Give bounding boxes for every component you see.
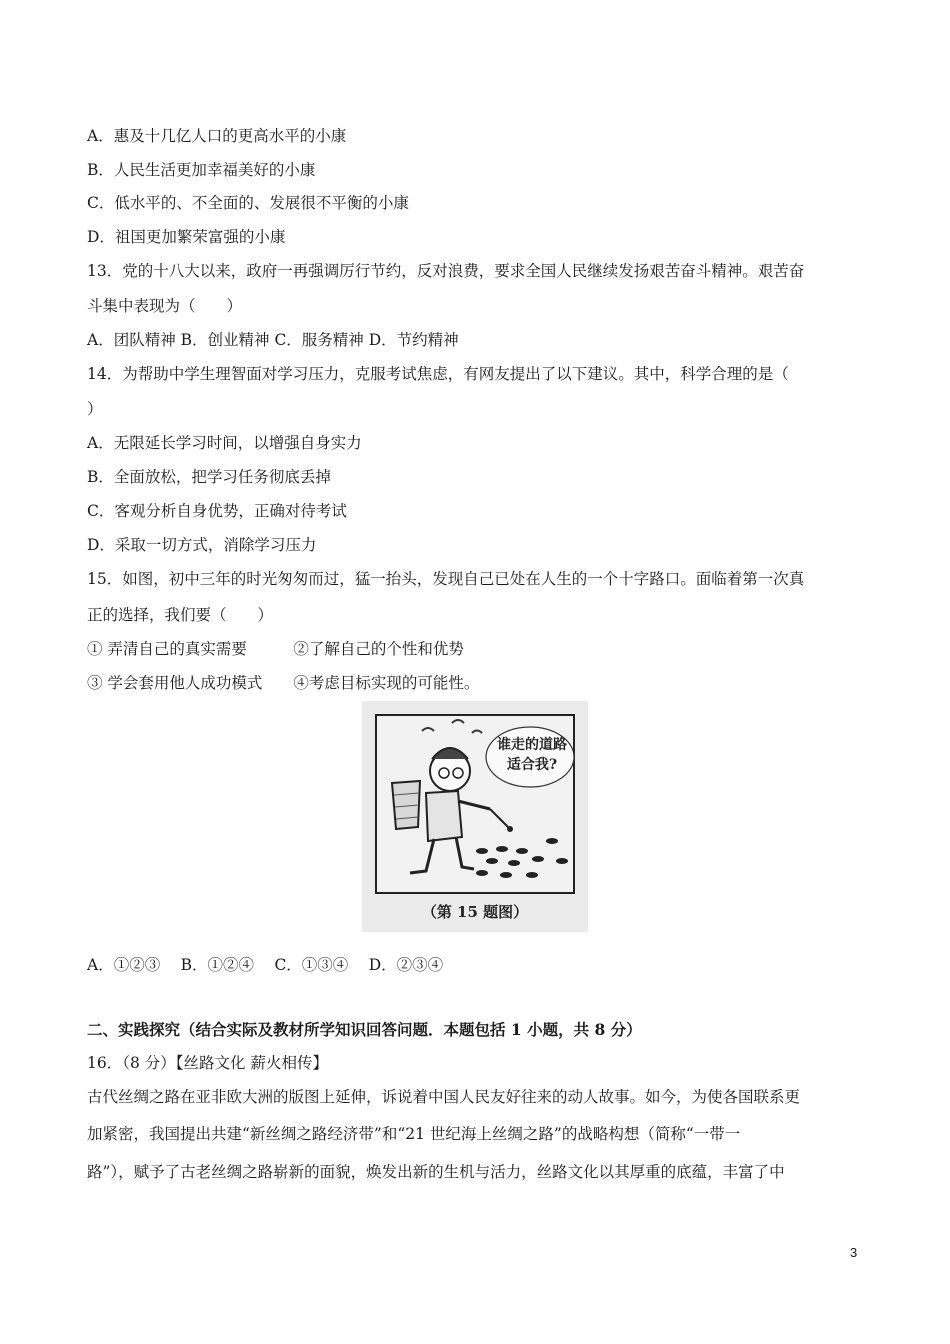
q14-option-b: B．全面放松，把学习任务彻底丢掉 (87, 468, 331, 486)
page-number: 3 (850, 1245, 858, 1260)
q16-para-line3: 路”），赋予了古老丝绸之路崭新的面貌，焕发出新的生机与活力，丝路文化以其厚重的底蕴，丰富了中 (87, 1163, 785, 1181)
q14-option-d: D．采取一切方式，消除学习压力 (87, 536, 317, 554)
q14-option-a: A．无限延长学习时间，以增强自身实力 (87, 434, 362, 452)
q15-items-row1: ① 弄清自己的真实需要 ②了解自己的个性和优势 (87, 640, 464, 658)
q14-option-c: C．客观分析自身优势，正确对待考试 (87, 502, 347, 520)
q12-option-a: A．惠及十几亿人口的更高水平的小康 (87, 127, 347, 145)
q16-title: 16．（8 分）【丝路文化 薪火相传】 (87, 1054, 328, 1072)
q12-option-b: B．人民生活更加幸福美好的小康 (87, 161, 316, 179)
q13-stem-line1: 13．党的十八大以来，政府一再强调厉行节约，反对浪费，要求全国人民继续发扬艰苦奋斗精神。艰苦奋 (87, 262, 805, 280)
q15-stem-line2: 正的选择，我们要（ ） (87, 606, 274, 624)
figure-caption: （第 15 题图） (421, 903, 529, 921)
q16-para-line1: 古代丝绸之路在亚非欧大洲的版图上延伸，诉说着中国人民友好往来的动人故事。如今，为使各国联系更 (87, 1088, 801, 1106)
q12-option-d: D．祖国更加繁荣富强的小康 (87, 228, 286, 246)
bubble-line1: 谁走的道路 (497, 737, 567, 753)
q14-stem-line1: 14．为帮助中学生理智面对学习压力，克服考试焦虑，有网友提出了以下建议。其中，科学合理的是（ (87, 365, 789, 383)
q13-options: A．团队精神 B．创业精神 C．服务精神 D．节约精神 (87, 331, 459, 349)
q15-options: A．①②③ B．①②④ C．①③④ D．②③④ (87, 956, 444, 974)
speech-bubble-text (492, 735, 572, 775)
bubble-line2: 适合我? (506, 757, 558, 773)
q13-stem-line2: 斗集中表现为（ ） (87, 297, 243, 315)
q15-cartoon-figure (362, 701, 588, 932)
q15-items-row2: ③ 学会套用他人成功模式 ④考虑目标实现的可能性。 (87, 674, 480, 692)
q12-option-c: C．低水平的、不全面的、发展很不平衡的小康 (87, 194, 409, 212)
q14-stem-line2: ） (87, 400, 103, 418)
q16-para-line2: 加紧密，我国提出共建“新丝绸之路经济带”和“21 世纪海上丝绸之路”的战略构想（简称“一带一 (87, 1125, 741, 1143)
q15-stem-line1: 15．如图，初中三年的时光匆匆而过，猛一抬头，发现自己已处在人生的一个十字路口。面临着第一次真 (87, 570, 805, 588)
section2-heading: 二、实践探究（结合实际及教材所学知识回答问题．本题包括 1 小题，共 8 分） (87, 1020, 642, 1039)
